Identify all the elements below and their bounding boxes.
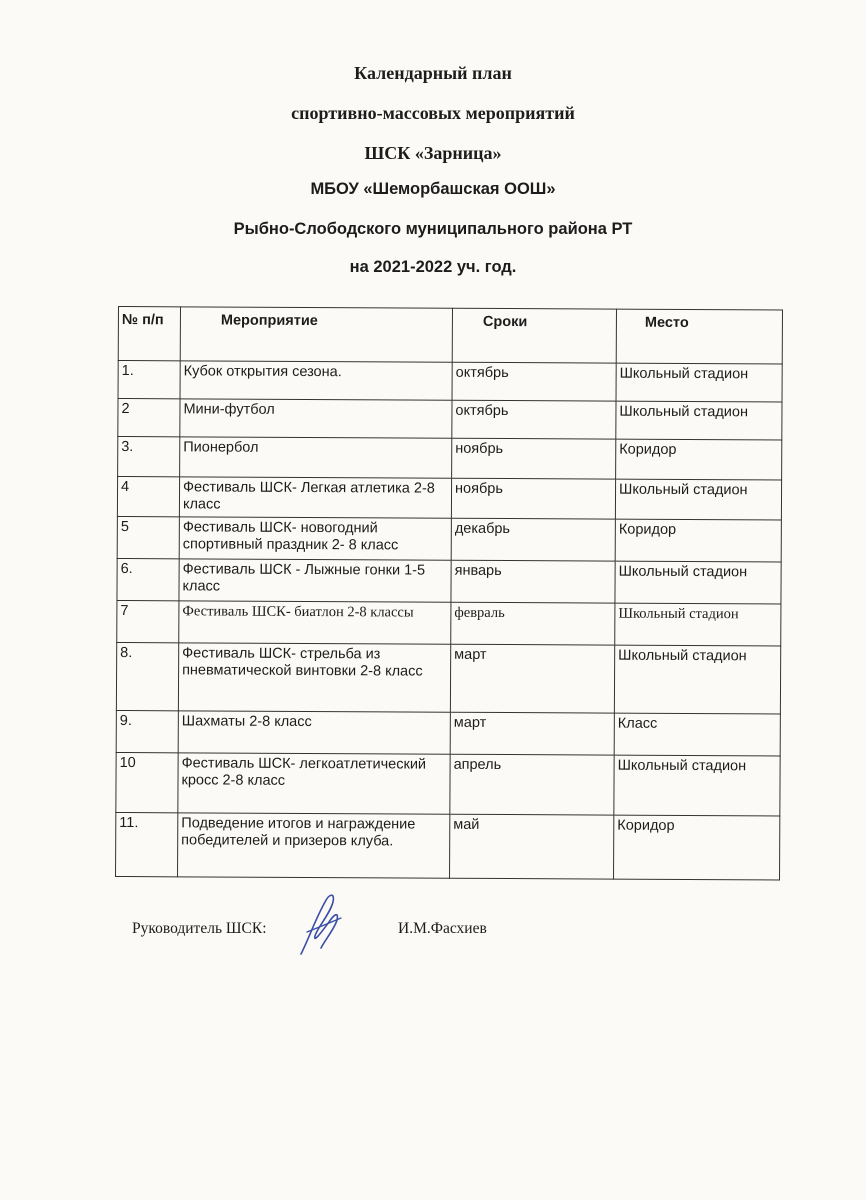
row-place: Коридор <box>614 815 780 880</box>
row-number: 11. <box>116 812 178 876</box>
row-date: апрель <box>450 754 614 815</box>
row-place: Коридор <box>615 519 781 562</box>
row-place: Школьный стадион <box>616 363 782 402</box>
table-row <box>118 437 782 480</box>
row-date: ноябрь <box>451 478 615 519</box>
row-event: Фестиваль ШСК- биатлон 2-8 классы <box>179 601 451 644</box>
row-date: октябрь <box>452 362 616 401</box>
row-place: Школьный стадион <box>615 603 781 646</box>
table-row <box>118 399 782 440</box>
row-date: февраль <box>451 602 615 645</box>
row-event: Мини-футбол <box>180 399 452 438</box>
signature-mark <box>295 888 357 960</box>
row-event: Подведение итогов и награждение победителей и призеров клуба. <box>178 813 450 878</box>
row-event: Фестиваль ШСК - Лыжные гонки 1-5 класс <box>179 559 451 602</box>
row-number: 5 <box>117 516 179 558</box>
row-place: Класс <box>614 713 780 756</box>
column-header-date: Сроки <box>452 308 616 363</box>
doc-title-line3: ШСК «Зарница» <box>364 143 502 163</box>
row-place: Коридор <box>616 439 782 480</box>
table-header-row <box>118 307 782 364</box>
row-number: 4 <box>117 477 179 517</box>
table-row <box>117 516 781 561</box>
row-event: Фестиваль ШСК- легкоатлетический кросс 2-8 класс <box>178 753 450 814</box>
row-date: январь <box>451 560 615 603</box>
row-place: Школьный стадион <box>615 479 781 520</box>
row-number: 1. <box>118 361 180 399</box>
doc-title-line2: спортивно-массовых мероприятий <box>291 103 575 123</box>
row-event: Пионербол <box>180 437 452 478</box>
row-number: 10 <box>116 752 178 812</box>
table-row <box>116 710 780 755</box>
row-event: Фестиваль ШСК- новогодний спортивный праздник 2- 8 класс <box>179 517 451 560</box>
row-number: 7 <box>117 600 179 642</box>
row-event: Кубок открытия сезона. <box>180 361 452 400</box>
row-event: Фестиваль ШСК- стрельба из пневматической винтовки 2-8 класс <box>178 643 450 712</box>
table-row <box>116 752 780 815</box>
row-number: 2 <box>118 399 180 437</box>
row-date: май <box>450 814 614 879</box>
row-number: 6. <box>117 558 179 600</box>
row-date: март <box>450 712 614 755</box>
row-number: 3. <box>118 437 180 477</box>
column-header-number: № п/п <box>118 307 180 361</box>
table-row <box>117 477 781 520</box>
table-row <box>117 558 781 603</box>
doc-title-line6: на 2021-2022 уч. год. <box>349 258 517 276</box>
table-row <box>116 642 780 713</box>
row-place: Школьный стадион <box>614 645 780 714</box>
row-event: Шахматы 2-8 класс <box>178 711 450 754</box>
row-event: Фестиваль ШСК- Легкая атлетика 2-8 класс <box>179 477 451 518</box>
row-number: 9. <box>116 710 178 752</box>
signatory-role: Руководитель ШСК: <box>132 920 267 937</box>
table-row <box>117 600 781 645</box>
doc-title-line1: Календарный план <box>354 63 512 83</box>
doc-title-line5: Рыбно-Слободского муниципального района РТ <box>233 220 633 238</box>
row-date: март <box>450 644 614 713</box>
row-date: ноябрь <box>452 438 616 479</box>
row-date: декабрь <box>451 518 615 561</box>
table-row <box>118 361 782 402</box>
row-number: 8. <box>116 642 178 710</box>
signatory-name: И.М.Фасхиев <box>398 920 487 937</box>
column-header-place: Место <box>616 309 782 364</box>
row-place: Школьный стадион <box>614 755 780 816</box>
row-place: Школьный стадион <box>615 561 781 604</box>
events-table <box>115 306 783 880</box>
column-header-event: Мероприятие <box>180 307 452 362</box>
doc-title-line4: МБОУ «Шеморбашская ООШ» <box>310 180 556 198</box>
row-date: октябрь <box>452 400 616 439</box>
row-place: Школьный стадион <box>616 401 782 440</box>
table-row <box>116 812 780 879</box>
